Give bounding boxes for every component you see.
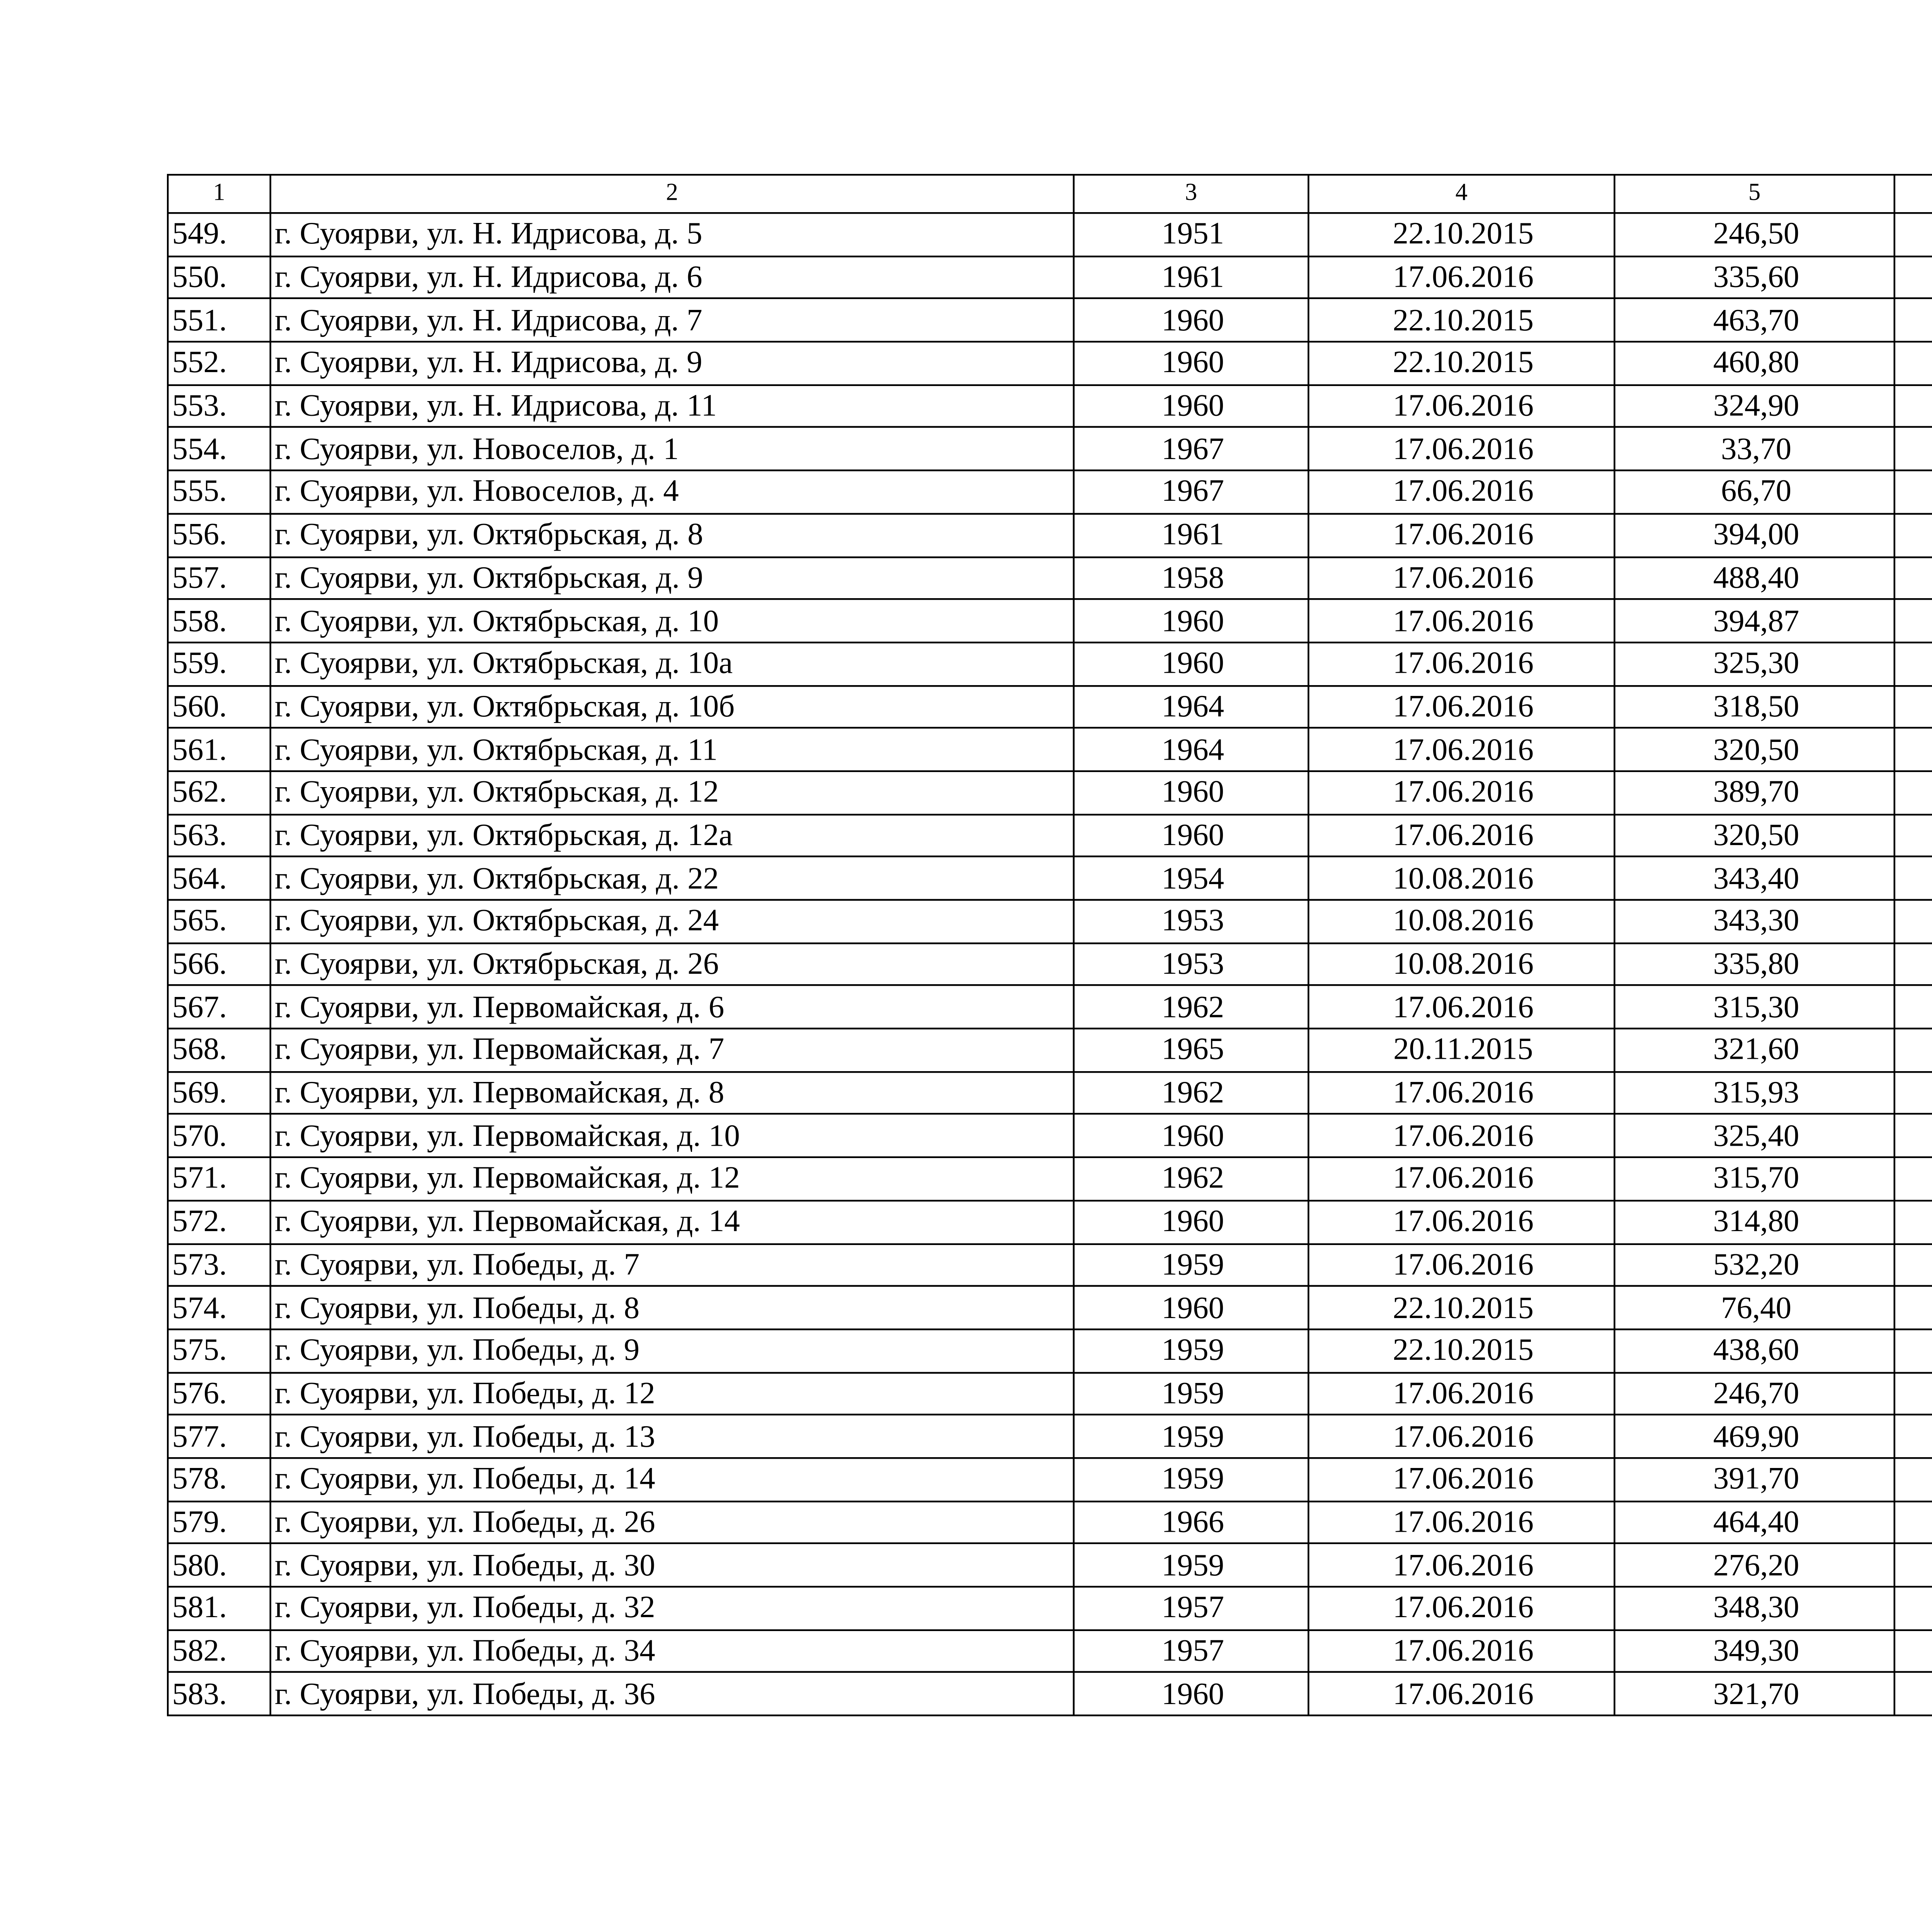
cell-area: 464,40 (1614, 1501, 1895, 1544)
cell-date: 17.06.2016 (1308, 256, 1614, 299)
cell-row-number: 561. (168, 728, 270, 771)
cell-address: г. Суоярви, ул. Победы, д. 8 (270, 1286, 1074, 1329)
table-row (168, 1415, 1932, 1458)
table-row (168, 1243, 1932, 1286)
cell-address: г. Суоярви, ул. Первомайская, д. 6 (270, 986, 1074, 1029)
cell-area: 394,00 (1614, 514, 1895, 556)
cell-row-number: 569. (168, 1072, 270, 1114)
cell-date: 17.06.2016 (1308, 1544, 1614, 1587)
cell-build-year: 1964 (1074, 685, 1309, 728)
table-row (168, 943, 1932, 986)
cell-count (1895, 471, 1932, 514)
cell-build-year: 1951 (1074, 213, 1309, 256)
cell-build-year: 1959 (1074, 1458, 1309, 1501)
cell-build-year: 1960 (1074, 342, 1309, 385)
cell-build-year: 1960 (1074, 642, 1309, 685)
cell-area: 343,40 (1614, 857, 1895, 900)
cell-address: г. Суоярви, ул. Победы, д. 30 (270, 1544, 1074, 1587)
cell-area: 246,70 (1614, 1372, 1895, 1415)
cell-address: г. Суоярви, ул. Победы, д. 32 (270, 1587, 1074, 1630)
cell-address: г. Суоярви, ул. Победы, д. 34 (270, 1630, 1074, 1672)
cell-count (1895, 299, 1932, 342)
cell-area: 315,30 (1614, 986, 1895, 1029)
cell-address: г. Суоярви, ул. Н. Идрисова, д. 11 (270, 385, 1074, 428)
table-body (168, 213, 1932, 1715)
cell-count (1895, 814, 1932, 857)
table-row (168, 428, 1932, 471)
cell-row-number: 573. (168, 1243, 270, 1286)
cell-date: 17.06.2016 (1308, 599, 1614, 642)
cell-build-year: 1962 (1074, 986, 1309, 1029)
cell-area: 318,50 (1614, 685, 1895, 728)
cell-row-number: 566. (168, 943, 270, 986)
cell-build-year: 1953 (1074, 900, 1309, 943)
cell-address: г. Суоярви, ул. Октябрьская, д. 8 (270, 514, 1074, 556)
cell-address: г. Суоярви, ул. Победы, д. 9 (270, 1329, 1074, 1372)
cell-date: 17.06.2016 (1308, 1630, 1614, 1672)
cell-count (1895, 256, 1932, 299)
cell-row-number: 583. (168, 1672, 270, 1715)
cell-address: г. Суоярви, ул. Новоселов, д. 4 (270, 471, 1074, 514)
cell-area: 314,80 (1614, 1200, 1895, 1243)
cell-address: г. Суоярви, ул. Победы, д. 26 (270, 1501, 1074, 1544)
table-row (168, 471, 1932, 514)
cell-address: г. Суоярви, ул. Первомайская, д. 8 (270, 1072, 1074, 1114)
cell-address: г. Суоярви, ул. Октябрьская, д. 10б (270, 685, 1074, 728)
cell-row-number: 560. (168, 685, 270, 728)
cell-date: 17.06.2016 (1308, 814, 1614, 857)
cell-count (1895, 1372, 1932, 1415)
buildings-register-table (167, 174, 1932, 1716)
cell-area: 315,70 (1614, 1157, 1895, 1200)
cell-area: 246,50 (1614, 213, 1895, 256)
cell-count (1895, 986, 1932, 1029)
column-number-3: 3 (1074, 175, 1309, 213)
table-row (168, 599, 1932, 642)
table-row (168, 1072, 1932, 1114)
cell-build-year: 1960 (1074, 1200, 1309, 1243)
column-number-6 (1895, 175, 1932, 213)
cell-area: 321,70 (1614, 1672, 1895, 1715)
cell-row-number: 550. (168, 256, 270, 299)
cell-count (1895, 642, 1932, 685)
cell-date: 22.10.2015 (1308, 213, 1614, 256)
cell-area: 325,40 (1614, 1114, 1895, 1157)
cell-row-number: 554. (168, 428, 270, 471)
cell-build-year: 1967 (1074, 428, 1309, 471)
cell-row-number: 564. (168, 857, 270, 900)
cell-date: 17.06.2016 (1308, 771, 1614, 814)
cell-area: 394,87 (1614, 599, 1895, 642)
cell-count (1895, 514, 1932, 556)
cell-area: 325,30 (1614, 642, 1895, 685)
cell-row-number: 571. (168, 1157, 270, 1200)
table-row (168, 1544, 1932, 1587)
table-row (168, 1329, 1932, 1372)
cell-address: г. Суоярви, ул. Октябрьская, д. 24 (270, 900, 1074, 943)
cell-date: 17.06.2016 (1308, 1415, 1614, 1458)
cell-area: 321,60 (1614, 1029, 1895, 1072)
cell-date: 17.06.2016 (1308, 728, 1614, 771)
cell-count (1895, 1672, 1932, 1715)
cell-count (1895, 685, 1932, 728)
cell-row-number: 576. (168, 1372, 270, 1415)
cell-count (1895, 385, 1932, 428)
cell-row-number: 572. (168, 1200, 270, 1243)
cell-address: г. Суоярви, ул. Победы, д. 12 (270, 1372, 1074, 1415)
cell-count (1895, 599, 1932, 642)
cell-date: 10.08.2016 (1308, 900, 1614, 943)
cell-build-year: 1966 (1074, 1501, 1309, 1544)
cell-area: 335,60 (1614, 256, 1895, 299)
cell-count (1895, 900, 1932, 943)
cell-date: 22.10.2015 (1308, 299, 1614, 342)
cell-build-year: 1960 (1074, 814, 1309, 857)
cell-count (1895, 1114, 1932, 1157)
cell-build-year: 1959 (1074, 1243, 1309, 1286)
cell-address: г. Суоярви, ул. Октябрьская, д. 11 (270, 728, 1074, 771)
cell-date: 17.06.2016 (1308, 1372, 1614, 1415)
cell-date: 17.06.2016 (1308, 1200, 1614, 1243)
cell-build-year: 1959 (1074, 1372, 1309, 1415)
cell-build-year: 1967 (1074, 471, 1309, 514)
cell-date: 17.06.2016 (1308, 1587, 1614, 1630)
cell-address: г. Суоярви, ул. Победы, д. 13 (270, 1415, 1074, 1458)
cell-row-number: 556. (168, 514, 270, 556)
table-row (168, 1501, 1932, 1544)
cell-build-year: 1960 (1074, 385, 1309, 428)
cell-build-year: 1957 (1074, 1587, 1309, 1630)
table-row (168, 385, 1932, 428)
table-row (168, 986, 1932, 1029)
cell-date: 17.06.2016 (1308, 1114, 1614, 1157)
cell-build-year: 1960 (1074, 299, 1309, 342)
cell-address: г. Суоярви, ул. Октябрьская, д. 22 (270, 857, 1074, 900)
table-row (168, 1114, 1932, 1157)
column-number-1: 1 (168, 175, 270, 213)
cell-area: 315,93 (1614, 1072, 1895, 1114)
table-row (168, 1200, 1932, 1243)
cell-count (1895, 213, 1932, 256)
cell-count (1895, 1544, 1932, 1587)
cell-count (1895, 1029, 1932, 1072)
cell-count (1895, 728, 1932, 771)
cell-count (1895, 342, 1932, 385)
cell-date: 17.06.2016 (1308, 642, 1614, 685)
cell-count (1895, 1587, 1932, 1630)
cell-address: г. Суоярви, ул. Октябрьская, д. 12 (270, 771, 1074, 814)
cell-area: 460,80 (1614, 342, 1895, 385)
cell-area: 324,90 (1614, 385, 1895, 428)
cell-build-year: 1965 (1074, 1029, 1309, 1072)
cell-count (1895, 857, 1932, 900)
cell-row-number: 578. (168, 1458, 270, 1501)
cell-build-year: 1960 (1074, 771, 1309, 814)
table-row (168, 771, 1932, 814)
cell-address: г. Суоярви, ул. Первомайская, д. 14 (270, 1200, 1074, 1243)
cell-build-year: 1959 (1074, 1415, 1309, 1458)
cell-area: 33,70 (1614, 428, 1895, 471)
cell-row-number: 581. (168, 1587, 270, 1630)
cell-row-number: 582. (168, 1630, 270, 1672)
table-row (168, 514, 1932, 556)
cell-row-number: 565. (168, 900, 270, 943)
cell-area: 276,20 (1614, 1544, 1895, 1587)
cell-row-number: 553. (168, 385, 270, 428)
cell-count (1895, 771, 1932, 814)
cell-row-number: 580. (168, 1544, 270, 1587)
cell-area: 389,70 (1614, 771, 1895, 814)
cell-date: 10.08.2016 (1308, 943, 1614, 986)
cell-build-year: 1962 (1074, 1072, 1309, 1114)
cell-build-year: 1961 (1074, 514, 1309, 556)
cell-date: 17.06.2016 (1308, 471, 1614, 514)
cell-area: 66,70 (1614, 471, 1895, 514)
cell-area: 343,30 (1614, 900, 1895, 943)
cell-count (1895, 1157, 1932, 1200)
cell-date: 17.06.2016 (1308, 986, 1614, 1029)
cell-date: 17.06.2016 (1308, 1072, 1614, 1114)
cell-address: г. Суоярви, ул. Победы, д. 14 (270, 1458, 1074, 1501)
table-row (168, 1157, 1932, 1200)
table-row (168, 1029, 1932, 1072)
cell-count (1895, 1415, 1932, 1458)
table-row (168, 728, 1932, 771)
header-row (168, 175, 1932, 213)
cell-date: 17.06.2016 (1308, 1458, 1614, 1501)
cell-count (1895, 1501, 1932, 1544)
cell-count (1895, 943, 1932, 986)
cell-row-number: 563. (168, 814, 270, 857)
cell-count (1895, 428, 1932, 471)
table-row (168, 1587, 1932, 1630)
cell-row-number: 579. (168, 1501, 270, 1544)
cell-build-year: 1954 (1074, 857, 1309, 900)
cell-date: 17.06.2016 (1308, 685, 1614, 728)
cell-area: 320,50 (1614, 728, 1895, 771)
cell-count (1895, 1329, 1932, 1372)
cell-build-year: 1959 (1074, 1544, 1309, 1587)
cell-build-year: 1960 (1074, 599, 1309, 642)
table-row (168, 685, 1932, 728)
cell-area: 391,70 (1614, 1458, 1895, 1501)
cell-area: 463,70 (1614, 299, 1895, 342)
cell-address: г. Суоярви, ул. Новоселов, д. 1 (270, 428, 1074, 471)
cell-date: 17.06.2016 (1308, 514, 1614, 556)
cell-date: 17.06.2016 (1308, 1672, 1614, 1715)
cell-address: г. Суоярви, ул. Н. Идрисова, д. 5 (270, 213, 1074, 256)
column-number-5: 5 (1614, 175, 1895, 213)
cell-address: г. Суоярви, ул. Первомайская, д. 7 (270, 1029, 1074, 1072)
cell-date: 20.11.2015 (1308, 1029, 1614, 1072)
cell-area: 532,20 (1614, 1243, 1895, 1286)
cell-count (1895, 1072, 1932, 1114)
cell-row-number: 549. (168, 213, 270, 256)
cell-date: 17.06.2016 (1308, 428, 1614, 471)
cell-row-number: 559. (168, 642, 270, 685)
table-row (168, 814, 1932, 857)
table-row (168, 256, 1932, 299)
cell-address: г. Суоярви, ул. Н. Идрисова, д. 9 (270, 342, 1074, 385)
cell-row-number: 574. (168, 1286, 270, 1329)
cell-build-year: 1961 (1074, 256, 1309, 299)
cell-build-year: 1962 (1074, 1157, 1309, 1200)
table-row (168, 299, 1932, 342)
cell-build-year: 1958 (1074, 556, 1309, 599)
cell-count (1895, 556, 1932, 599)
cell-build-year: 1964 (1074, 728, 1309, 771)
cell-area: 349,30 (1614, 1630, 1895, 1672)
cell-date: 10.08.2016 (1308, 857, 1614, 900)
cell-address: г. Суоярви, ул. Н. Идрисова, д. 7 (270, 299, 1074, 342)
cell-count (1895, 1286, 1932, 1329)
cell-count (1895, 1200, 1932, 1243)
table-row (168, 556, 1932, 599)
table-row (168, 342, 1932, 385)
cell-area: 320,50 (1614, 814, 1895, 857)
cell-address: г. Суоярви, ул. Октябрьская, д. 26 (270, 943, 1074, 986)
cell-build-year: 1960 (1074, 1114, 1309, 1157)
cell-date: 22.10.2015 (1308, 1286, 1614, 1329)
table-row (168, 1458, 1932, 1501)
cell-date: 22.10.2015 (1308, 342, 1614, 385)
cell-count (1895, 1243, 1932, 1286)
cell-address: г. Суоярви, ул. Октябрьская, д. 10 (270, 599, 1074, 642)
cell-area: 76,40 (1614, 1286, 1895, 1329)
column-number-4: 4 (1308, 175, 1614, 213)
cell-build-year: 1960 (1074, 1672, 1309, 1715)
cell-address: г. Суоярви, ул. Октябрьская, д. 10а (270, 642, 1074, 685)
cell-date: 17.06.2016 (1308, 1157, 1614, 1200)
table-row (168, 900, 1932, 943)
cell-address: г. Суоярви, ул. Победы, д. 7 (270, 1243, 1074, 1286)
cell-row-number: 558. (168, 599, 270, 642)
cell-area: 488,40 (1614, 556, 1895, 599)
cell-count (1895, 1458, 1932, 1501)
cell-date: 17.06.2016 (1308, 556, 1614, 599)
cell-area: 469,90 (1614, 1415, 1895, 1458)
cell-row-number: 562. (168, 771, 270, 814)
table-row (168, 1672, 1932, 1715)
cell-row-number: 567. (168, 986, 270, 1029)
table-row (168, 642, 1932, 685)
cell-date: 17.06.2016 (1308, 1501, 1614, 1544)
cell-date: 17.06.2016 (1308, 385, 1614, 428)
cell-row-number: 577. (168, 1415, 270, 1458)
cell-build-year: 1960 (1074, 1286, 1309, 1329)
cell-row-number: 552. (168, 342, 270, 385)
cell-address: г. Суоярви, ул. Н. Идрисова, д. 6 (270, 256, 1074, 299)
cell-area: 335,80 (1614, 943, 1895, 986)
cell-address: г. Суоярви, ул. Октябрьская, д. 9 (270, 556, 1074, 599)
cell-build-year: 1959 (1074, 1329, 1309, 1372)
cell-count (1895, 1630, 1932, 1672)
cell-address: г. Суоярви, ул. Октябрьская, д. 12а (270, 814, 1074, 857)
cell-row-number: 557. (168, 556, 270, 599)
cell-address: г. Суоярви, ул. Победы, д. 36 (270, 1672, 1074, 1715)
table-row (168, 1630, 1932, 1672)
cell-build-year: 1957 (1074, 1630, 1309, 1672)
table-row (168, 213, 1932, 256)
cell-address: г. Суоярви, ул. Первомайская, д. 10 (270, 1114, 1074, 1157)
table-header (168, 175, 1932, 213)
cell-row-number: 570. (168, 1114, 270, 1157)
column-number-2: 2 (270, 175, 1074, 213)
cell-row-number: 555. (168, 471, 270, 514)
cell-area: 348,30 (1614, 1587, 1895, 1630)
cell-build-year: 1953 (1074, 943, 1309, 986)
cell-row-number: 568. (168, 1029, 270, 1072)
cell-date: 22.10.2015 (1308, 1329, 1614, 1372)
cell-row-number: 551. (168, 299, 270, 342)
cell-address: г. Суоярви, ул. Первомайская, д. 12 (270, 1157, 1074, 1200)
table-row (168, 1286, 1932, 1329)
table-row (168, 1372, 1932, 1415)
cell-row-number: 575. (168, 1329, 270, 1372)
cell-date: 17.06.2016 (1308, 1243, 1614, 1286)
cell-area: 438,60 (1614, 1329, 1895, 1372)
table-row (168, 857, 1932, 900)
